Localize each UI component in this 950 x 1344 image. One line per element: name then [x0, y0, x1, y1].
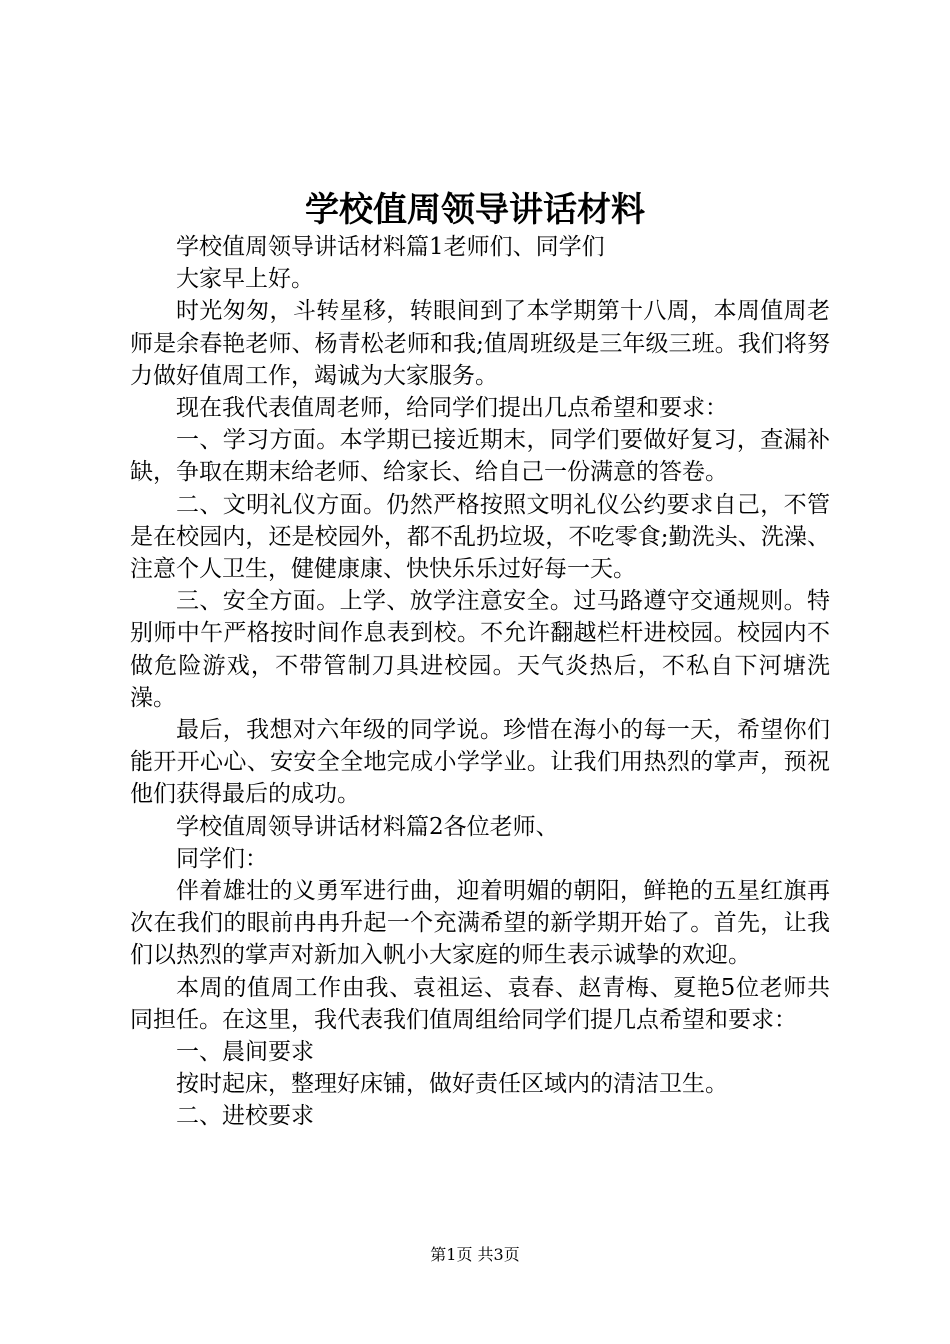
paragraph: 三、安全方面。上学、放学注意安全。过马路遵守交通规则。特别师中午严格按时间作息表到校。不允许翻越栏杆进校园。校园内不做危险游戏，不带管制刀具进校园。天气炎热后，不私自下河塘洗澡。: [130, 588, 830, 711]
paragraph: 学校值周领导讲话材料篇1老师们、同学们: [176, 234, 605, 260]
paragraph: 时光匆匆，斗转星移，转眼间到了本学期第十八周，本周值周老师是余春艳老师、杨青松老师和我;值周班级是三年级三班。我们将努力做好值周工作，竭诚为大家服务。: [130, 298, 830, 389]
paragraph: 一、晨间要求: [176, 1039, 314, 1066]
paragraph: 最后，我想对六年级的同学说。珍惜在海小的每一天，希望你们能开开心心、安安全全地完成小学学业。让我们用热烈的掌声，预祝他们获得最后的成功。: [130, 717, 830, 808]
paragraph: 现在我代表值周老师，给同学们提出几点希望和要求：: [176, 395, 728, 422]
paragraph: 一、学习方面。本学期已接近期末，同学们要做好复习，查漏补缺，争取在期末给老师、给家长、给自己一份满意的答卷。: [130, 427, 830, 486]
document-body: [130, 231, 830, 1133]
paragraph: 伴着雄壮的义勇军进行曲，迎着明媚的朝阳，鲜艳的五星红旗再次在我们的眼前冉冉升起一个充满希望的新学期开始了。首先，让我们以热烈的掌声对新加入帆小大家庭的师生表示诚挚的欢迎。: [130, 878, 830, 969]
paragraph: 大家早上好。: [176, 266, 314, 293]
paragraph: 二、进校要求: [176, 1103, 314, 1130]
paragraph: 本周的值周工作由我、袁祖运、袁春、赵青梅、夏艳5位老师共同担任。在这里，我代表我们值周组给同学们提几点希望和要求：: [130, 974, 830, 1033]
document-title: 学校值周领导讲话材料: [305, 190, 645, 230]
page-footer: 第1页 共3页: [430, 1245, 520, 1264]
paragraph: 二、文明礼仪方面。仍然严格按照文明礼仪公约要求自己，不管是在校园内，还是校园外，都不乱扔垃圾，不吃零食;勤洗头、洗澡、注意个人卫生，健健康康、快快乐乐过好每一天。: [130, 491, 830, 583]
paragraph: 按时起床，整理好床铺，做好责任区域内的清洁卫生。: [176, 1071, 728, 1098]
paragraph: 同学们：: [176, 845, 268, 872]
paragraph: 学校值周领导讲话材料篇2各位老师、: [176, 813, 559, 840]
